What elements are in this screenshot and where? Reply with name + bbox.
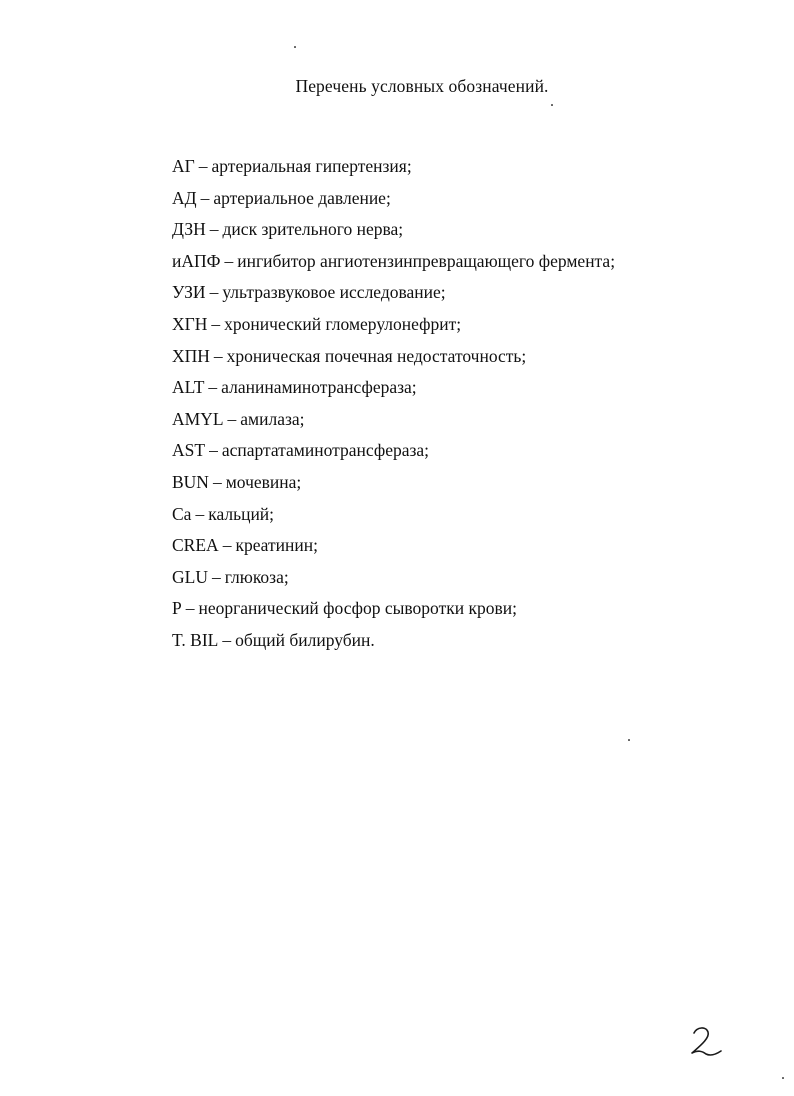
abbreviation-term: AST	[172, 440, 206, 461]
abbreviation-definition: хронический гломерулонефрит;	[224, 313, 462, 334]
dash-separator: –	[211, 313, 221, 334]
abbreviation-term: АД	[172, 187, 197, 208]
abbreviation-item	[172, 628, 615, 660]
dash-separator: –	[209, 282, 219, 303]
abbreviation-item	[172, 344, 615, 376]
abbreviation-definition: общий билирубин.	[235, 629, 375, 650]
abbreviation-definition: амилаза;	[240, 408, 305, 429]
abbreviation-definition: ультразвуковое исследование;	[222, 282, 446, 303]
abbreviation-definition: глюкоза;	[224, 566, 289, 587]
handwritten-page-number	[688, 1024, 728, 1060]
abbreviation-item	[172, 249, 615, 281]
abbreviation-term: ALT	[172, 377, 205, 398]
dash-separator: –	[222, 629, 232, 650]
abbreviation-definition: неорганический фосфор сыворотки крови;	[198, 598, 517, 619]
scan-speck	[782, 1077, 784, 1079]
abbreviation-item	[172, 502, 615, 534]
abbreviation-item	[172, 438, 615, 470]
scan-speck	[628, 739, 630, 741]
abbreviation-term: Ca	[172, 503, 192, 524]
abbreviation-definition: мочевина;	[225, 471, 302, 492]
abbreviation-term: P	[172, 598, 182, 619]
abbreviation-term: T. BIL	[172, 629, 219, 650]
abbreviation-term: АГ	[172, 156, 195, 176]
dash-separator: –	[211, 566, 221, 587]
abbreviation-term: GLU	[172, 566, 208, 587]
abbreviation-item	[172, 280, 615, 312]
dash-separator: –	[224, 250, 234, 271]
abbreviation-term: иАПФ	[172, 250, 221, 271]
abbreviation-term: ХПН	[172, 345, 210, 366]
dash-separator: –	[209, 219, 219, 240]
dash-separator: –	[222, 535, 232, 556]
abbreviation-term: AMYL	[172, 408, 224, 429]
abbreviation-list	[172, 154, 615, 660]
abbreviation-item	[172, 186, 615, 218]
abbreviation-item	[172, 312, 615, 344]
abbreviation-definition: кальций;	[208, 503, 275, 524]
dash-separator: –	[209, 440, 218, 461]
abbreviation-item	[172, 596, 615, 628]
page-title: Перечень условных обозначений.	[295, 76, 549, 96]
abbreviation-item	[172, 533, 615, 565]
dash-separator: –	[195, 503, 205, 524]
abbreviation-definition: ингибитор ангиотензинпревращающего фермента;	[237, 250, 616, 271]
abbreviation-definition: хроническая почечная недостаточность;	[226, 345, 527, 366]
scan-speck	[551, 104, 553, 106]
abbreviation-item	[172, 154, 615, 186]
abbreviation-term: CREA	[172, 535, 219, 556]
dash-separator: –	[208, 377, 218, 398]
abbreviation-definition: аспартатаминотрансфераза;	[221, 440, 430, 461]
abbreviation-item	[172, 470, 615, 502]
dash-separator: –	[185, 598, 195, 619]
scan-speck	[294, 46, 296, 48]
abbreviation-term: ДЗН	[172, 219, 206, 240]
abbreviation-item	[172, 407, 615, 439]
dash-separator: –	[198, 156, 208, 176]
abbreviation-item	[172, 375, 615, 407]
abbreviation-term: ХГН	[172, 313, 208, 334]
abbreviation-item	[172, 217, 615, 249]
abbreviation-definition: диск зрительного нерва;	[222, 219, 404, 240]
dash-separator: –	[212, 471, 222, 492]
abbreviation-term: BUN	[172, 471, 209, 492]
abbreviation-item	[172, 565, 615, 597]
dash-separator: –	[227, 408, 237, 429]
abbreviation-definition: артериальное давление;	[213, 187, 391, 208]
abbreviation-definition: артериальная гипертензия;	[211, 156, 412, 176]
abbreviation-term: УЗИ	[172, 282, 206, 303]
dash-separator: –	[200, 187, 210, 208]
abbreviation-definition: аланинаминотрансфераза;	[221, 377, 417, 398]
dash-separator: –	[213, 345, 223, 366]
abbreviation-definition: креатинин;	[235, 535, 318, 556]
